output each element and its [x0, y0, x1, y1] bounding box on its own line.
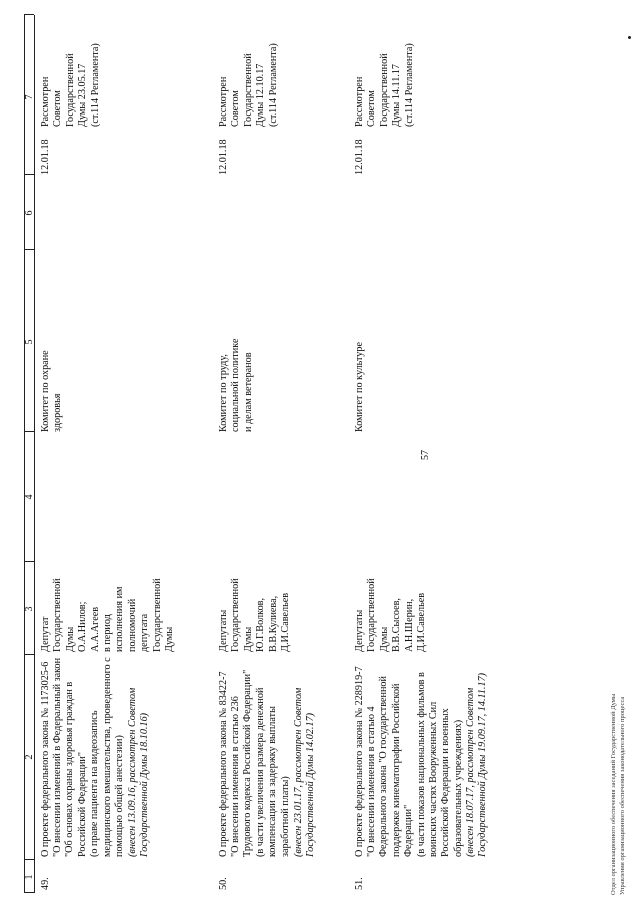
col-line-4: [24, 431, 34, 432]
row-status: Рассмотрен Советом Государственной Думы 23.05.17 (ст.114 Регламента): [40, 43, 101, 127]
row-date: 12.01.18: [40, 139, 51, 175]
row-status: Рассмотрен Советом Государственной Думы 12.10.17 (ст.114 Регламента): [218, 43, 279, 127]
col-line-6: [24, 174, 34, 175]
footer-line-2: Управления организационного обеспечения законодательного процесса: [619, 696, 626, 895]
col-line-7: [24, 14, 34, 15]
row-number: 50.: [218, 877, 229, 890]
row-date: 12.01.18: [354, 139, 365, 175]
row-date: 12.01.18: [218, 139, 229, 175]
row-description: "О внесении изменений в Федеральный закон "Об основах охраны здоровья граждан в Российской Федерации" (о праве пациента на видеозапись медицинского вмешательства, проведенного с помощью общей анестезии): [52, 657, 126, 857]
col-line-3: [24, 561, 34, 562]
row-number: 51.: [354, 877, 365, 890]
row-number: 49.: [40, 877, 51, 890]
col-line-1: [24, 859, 34, 860]
page-number: 57: [420, 450, 431, 460]
scan-dot: [628, 36, 631, 39]
col-line-2: [24, 654, 34, 655]
row-description: "О внесении изменения в статью 4 Федерального закона "О государственной поддержке кинематографии Российской Федерации" (в части показов национальных фильмов в воинских частях Вооруженных Сил Российской Федерации и военных образовательных учреждениях): [366, 672, 464, 857]
row-authors: Депутаты Государственной Думы В.В.Сысоев, А.Н.Шерин, Д.И.Савельев: [354, 578, 428, 652]
row-note: (внесен 13.09.16, рассмотрен Советом Государственной Думы 18.10.16): [127, 687, 151, 857]
row-authors: Депутаты Государственной Думы Ю.Г.Волков, В.В.Кулиева, Д.И.Савельев: [218, 578, 292, 652]
col-line-0: [24, 892, 34, 893]
row-status: Рассмотрен Советом Государственной Думы 14.11.17 (ст.114 Регламента): [354, 43, 415, 127]
col-header-1: 1: [24, 874, 35, 880]
row-note: (внесен 23.01.17, рассмотрен Советом Государственной Думы 14.02.17): [293, 687, 317, 857]
col-header-4: 4: [24, 494, 35, 500]
col-line-5: [24, 249, 34, 250]
row-title: О проекте федерального закона № 83422-7: [218, 671, 229, 857]
row-authors: Депутат Государственной Думы О.А.Нилов; А.А.Агеев в период исполнения им полномочий депутата Государственной Думы: [40, 578, 176, 652]
footer-line-1: Отдел организационного обеспечения заседаний Государственной Думы: [610, 693, 617, 895]
row-committee: Комитет по охране здоровья: [40, 350, 64, 432]
col-header-6: 6: [24, 210, 35, 216]
col-header-3: 3: [24, 606, 35, 612]
row-committee: Комитет по труду, социальной политике и делам ветеранов: [218, 338, 254, 432]
col-header-7: 7: [24, 94, 35, 100]
row-committee: Комитет по культуре: [354, 342, 365, 432]
col-header-2: 2: [24, 754, 35, 760]
row-description: "О внесении изменения в статью 236 Трудового кодекса Российской Федерации" (в части увеличения размера денежной компенсации за задержку выплаты заработной платы): [230, 669, 291, 857]
row-title: О проекте федерального закона № 1173025-6: [40, 661, 51, 857]
row-title: О проекте федерального закона № 228919-7: [354, 666, 365, 857]
row-note: (внесен 18.07.17, рассмотрен Советом Государственной Думы 19.09.17, 14.11.17): [465, 672, 489, 857]
col-header-5: 5: [24, 339, 35, 345]
